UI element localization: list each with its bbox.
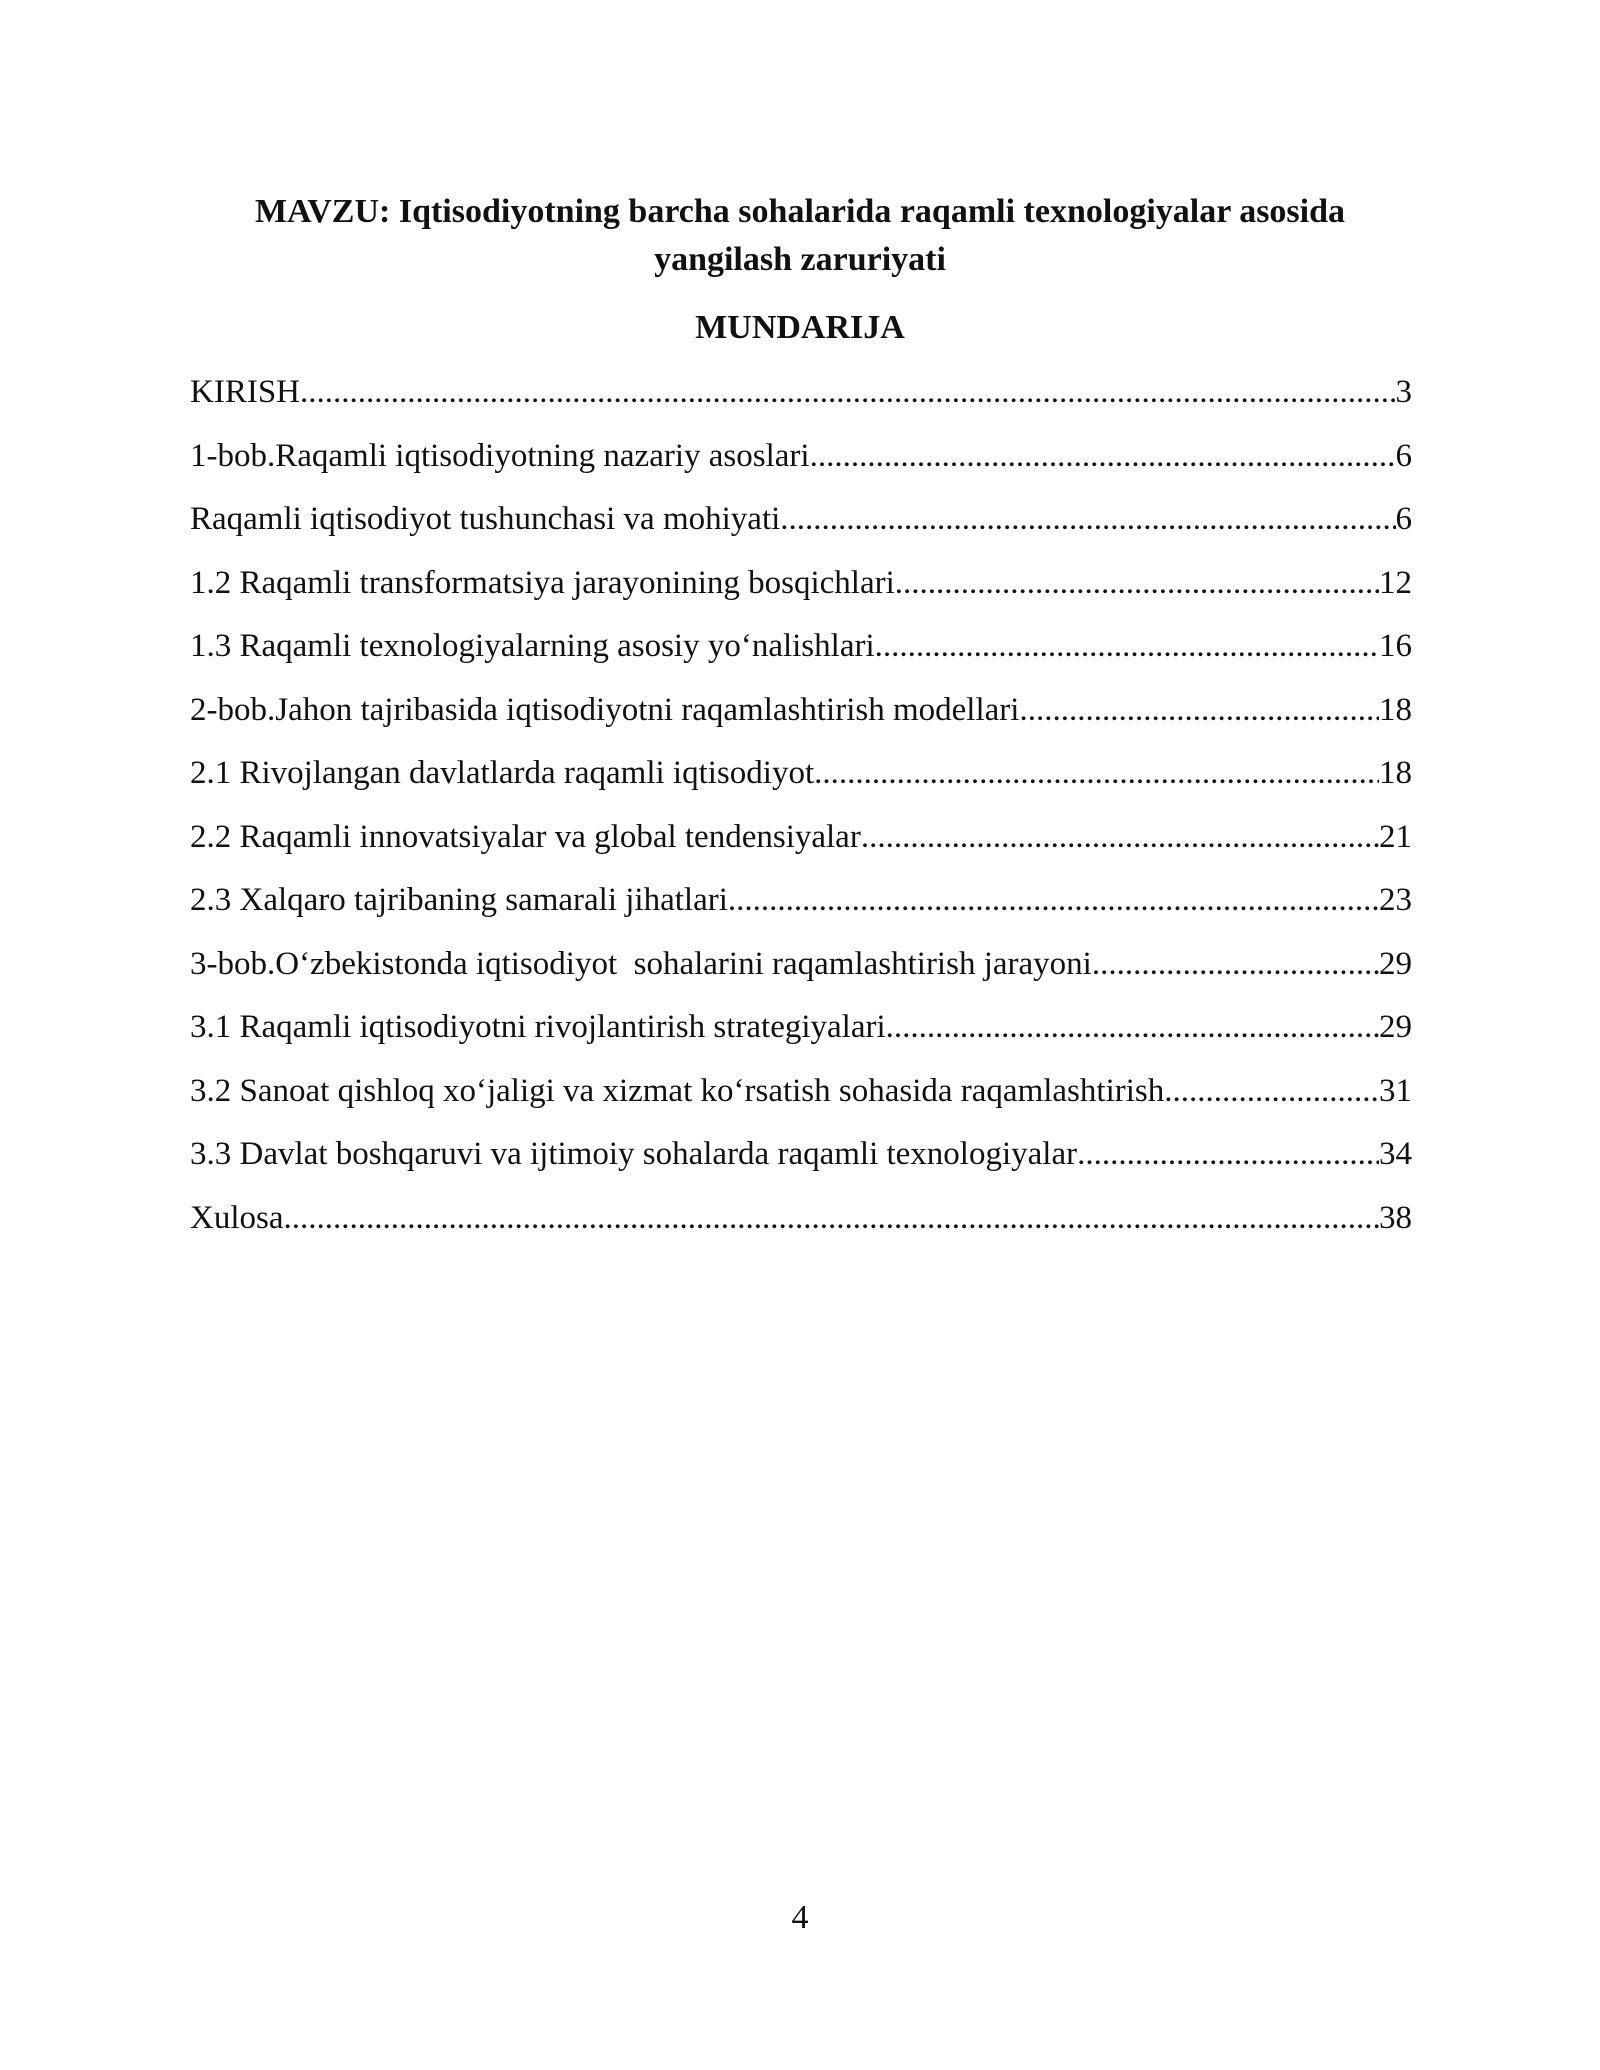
toc-entry-page: 29 [1379, 1009, 1412, 1045]
toc-entry-label: 1.2 Raqamli transformatsiya jarayonining bosqichlari [190, 564, 895, 601]
toc-dot-leader [810, 430, 1396, 482]
toc-entry-page: 3 [1395, 374, 1412, 410]
toc-entry [190, 557, 1412, 621]
toc-entry-label: 1.3 Raqamli texnologiyalarning asosiy yo‘nalishlari [190, 628, 875, 664]
toc-dot-leader [1164, 1065, 1379, 1117]
toc-entry-label: 2.2 Raqamli innovatsiyalar va global tendensiyalar [190, 818, 861, 855]
toc-entry-label: 3-bob.O‘zbekistonda iqtisodiyot sohalarini raqamlashtirish jarayoni [190, 945, 1092, 982]
toc-entry [190, 1001, 1412, 1065]
toc-entry-label: 3.1 Raqamli iqtisodiyotni rivojlantirish strategiyalari [190, 1009, 886, 1045]
toc-entry-label: Raqamli iqtisodiyot tushunchasi va mohiyati [190, 501, 781, 537]
toc-entry-page: 21 [1379, 818, 1412, 855]
toc-entry-page: 38 [1379, 1199, 1412, 1236]
toc-entry [190, 366, 1412, 430]
toc-entry-label: 1-bob.Raqamli iqtisodiyotning nazariy asoslari [190, 437, 810, 474]
toc-entry-page: 6 [1395, 437, 1412, 474]
toc-entry-label: 2.3 Xalqaro tajribaning samarali jihatlari [190, 882, 728, 918]
toc-entry-label: 3.3 Davlat boshqaruvi va ijtimoiy sohalarda raqamli texnologiyalar [190, 1136, 1078, 1172]
toc-entry-label: KIRISH [190, 374, 301, 410]
toc-entry [190, 430, 1412, 494]
toc-dot-leader [814, 747, 1379, 799]
toc-entry [190, 1128, 1412, 1192]
toc-entry-page: 16 [1379, 628, 1412, 664]
toc-heading: MUNDARIJA [695, 309, 905, 346]
toc-entry [190, 811, 1412, 875]
toc-entry-page: 29 [1379, 945, 1412, 982]
toc-entry [190, 493, 1412, 557]
toc-entry-page: 18 [1379, 755, 1412, 791]
toc-entry [190, 620, 1412, 684]
toc-entry-label: Xulosa [190, 1199, 284, 1236]
toc-entry [190, 938, 1412, 1002]
toc-entry [190, 1065, 1412, 1129]
toc-entry-label: 3.2 Sanoat qishloq xo‘jaligi va xizmat ko‘rsatish sohasida raqamlashtirish [190, 1072, 1165, 1109]
toc-entry-page: 6 [1395, 501, 1412, 537]
document-title: MAVZU: Iqtisodiyotning barcha sohalarida raqamli texnologiyalar asosida yangilash zaruriyati [254, 193, 1346, 278]
toc-dot-leader [1077, 1128, 1379, 1180]
toc-dot-leader [780, 493, 1395, 545]
toc-dot-leader [875, 620, 1379, 672]
toc-dot-leader [1019, 684, 1379, 736]
toc-dot-leader [728, 874, 1379, 926]
toc-dot-leader [1092, 938, 1379, 990]
toc-entry [190, 1192, 1412, 1256]
toc-entry-page: 34 [1379, 1136, 1412, 1172]
table-of-contents [190, 366, 1412, 1255]
toc-dot-leader [895, 557, 1379, 609]
toc-entry [190, 874, 1412, 938]
toc-dot-leader [284, 1192, 1380, 1244]
toc-entry [190, 747, 1412, 811]
toc-entry-page: 31 [1379, 1072, 1412, 1109]
toc-entry-page: 12 [1379, 564, 1412, 601]
toc-entry [190, 684, 1412, 748]
toc-dot-leader [861, 811, 1379, 863]
toc-entry-label: 2-bob.Jahon tajribasida iqtisodiyotni raqamlashtirish modellari [190, 691, 1020, 728]
toc-entry-page: 23 [1379, 882, 1412, 918]
toc-entry-page: 18 [1379, 691, 1412, 728]
toc-dot-leader [300, 366, 1395, 418]
toc-dot-leader [886, 1001, 1379, 1053]
page-number: 4 [791, 1899, 809, 1936]
toc-entry-label: 2.1 Rivojlangan davlatlarda raqamli iqtisodiyot [190, 755, 815, 791]
